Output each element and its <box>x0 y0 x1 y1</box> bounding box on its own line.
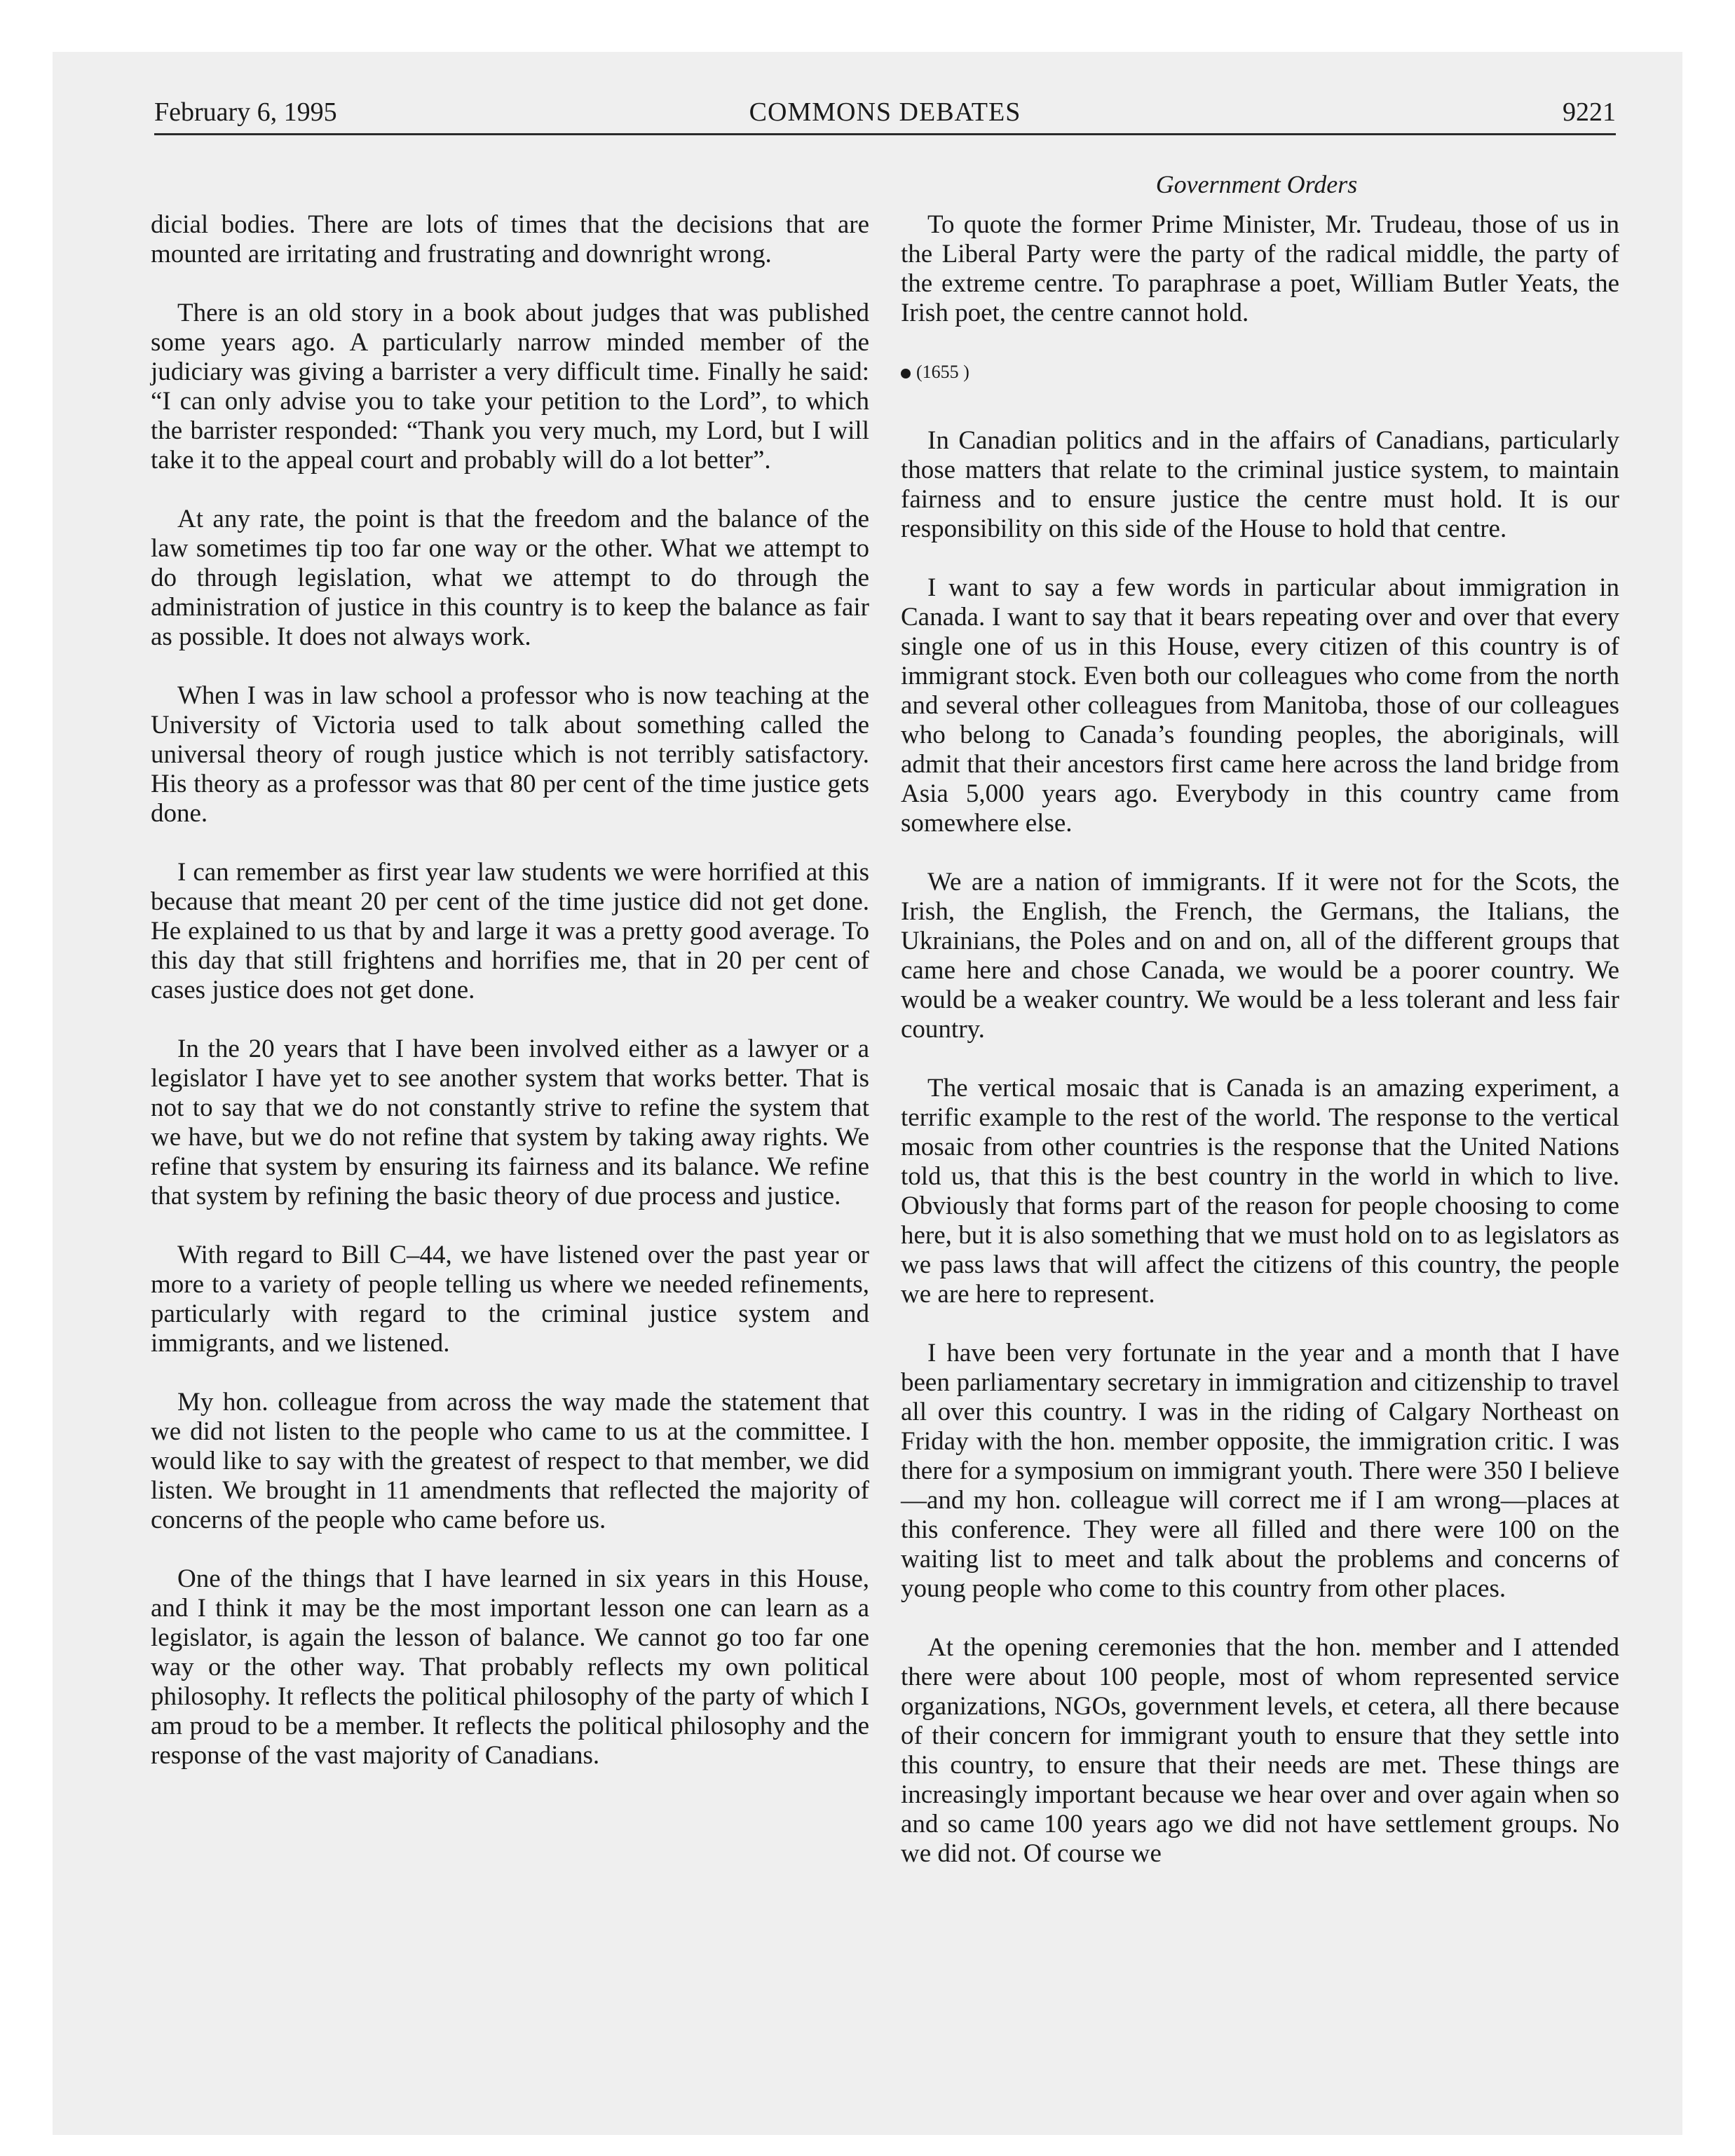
page-header <box>154 91 1616 135</box>
paragraph: I have been very fortunate in the year and a month that I have been parliamentary secretary in immigration and citizenship to travel all over this country. I was in the riding of Calgary Northeast on Friday with the hon. member opposite, the immigration critic. I was there for a symposium on immigrant youth. There were 350 I believe—and my hon. colleague will correct me if I am wrong—places at this conference. They were all filled and there were 100 on the waiting list to meet and talk about the problems and concerns of young people who come to this country from other places. <box>901 1339 1619 1603</box>
paragraph: The vertical mosaic that is Canada is an amazing experiment, a terrific example to the rest of the world. The response to the vertical mosaic from other countries is the response that the United Nations told us, that this is the best country in the world in which to live. Obviously that forms part of the reason for people choosing to come here, but it is also something that we must hold on to as legislators as we pass laws that will affect the citizens of this country, the people we are here to represent. <box>901 1074 1619 1309</box>
paragraph: There is an old story in a book about judges that was published some years ago. A particularly narrow minded member of the judiciary was giving a barrister a very difficult time. Finally he said: “I can only advise you to take your petition to the Lord”, to which the barrister responded: “Thank you very much, my Lord, but I will take it to the appeal court and probably will do a lot better”. <box>151 299 869 475</box>
bullet-icon <box>901 369 911 378</box>
paragraph: To quote the former Prime Minister, Mr. Trudeau, those of us in the Liberal Party were the party of the radical middle, the party of the extreme centre. To paraphrase a poet, William Butler Yeats, the Irish poet, the centre cannot hold. <box>901 210 1619 327</box>
paragraph: dicial bodies. There are lots of times that the decisions that are mounted are irritating and frustrating and downright wrong. <box>151 210 869 268</box>
paragraph: In the 20 years that I have been involved either as a lawyer or a legislator I have yet to see another system that works better. That is not to say that we do not constantly strive to refine the system that we have, but we do not refine that system by taking away rights. We refine that system by ensuring its fairness and its balance. We refine that system by refining the basic theory of due process and justice. <box>151 1035 869 1210</box>
right-column <box>901 210 1619 1898</box>
header-page-number: 9221 <box>1563 97 1616 127</box>
paragraph: With regard to Bill C–44, we have listened over the past year or more to a variety of people telling us where we needed refinements, particularly with regard to the criminal justice system and immigrants, and we listened. <box>151 1241 869 1358</box>
section-label: Government Orders <box>1155 170 1358 198</box>
paragraph: My hon. colleague from across the way made the statement that we did not listen to the people who came to us at the committee. I would like to say with the greatest of respect to that member, we did listen. We brought in 11 amendments that reflected the majority of concerns of the people who came before us. <box>151 1388 869 1534</box>
paragraph: When I was in law school a professor who is now teaching at the University of Victoria used to talk about something called the universal theory of rough justice which is not terribly satisfactory. His theory as a professor was that 80 per cent of the time justice gets done. <box>151 681 869 828</box>
paragraph: We are a nation of immigrants. If it were not for the Scots, the Irish, the English, the French, the Germans, the Italians, the Ukrainians, the Poles and on and on, all of the different groups that came here and chose Canada, we would be a poorer country. We would be a weaker country. We would be a less tolerant and less fair country. <box>901 868 1619 1044</box>
header-title: COMMONS DEBATES <box>749 97 1021 127</box>
header-date: February 6, 1995 <box>154 97 337 127</box>
left-column <box>151 210 869 1800</box>
paragraph: I can remember as first year law students we were horrified at this because that meant 20 per cent of the time justice did not get done. He explained to us that by and large it was a pretty good average. To this day that still frightens and horrifies me, that in 20 per cent of cases justice does not get done. <box>151 858 869 1004</box>
time-marker-text: (1655 ) <box>916 362 969 382</box>
paragraph: In Canadian politics and in the affairs of Canadians, particularly those matters that relate to the criminal justice system, to maintain fairness and to ensure justice the centre must hold. It is our responsibility on this side of the House to hold that centre. <box>901 426 1619 543</box>
time-marker <box>901 357 1619 387</box>
paragraph: One of the things that I have learned in six years in this House, and I think it may be the most important lesson one can learn as a legislator, is again the lesson of balance. We cannot go too far one way or the other way. That probably reflects my own political philosophy. It reflects the political philosophy of the party of which I am proud to be a member. It reflects the political philosophy and the response of the vast majority of Canadians. <box>151 1564 869 1770</box>
paragraph: I want to say a few words in particular about immigration in Canada. I want to say that it bears repeating over and over that every single one of us in this House, every citizen of this country is of immigrant stock. Even both our colleagues who come from the north and several other colleagues from Manitoba, those of our colleagues who belong to Canada’s founding peoples, the aboriginals, will admit that their ancestors first came here across the land bridge from Asia 5,000 years ago. Everybody in this country came from somewhere else. <box>901 573 1619 838</box>
paragraph: At the opening ceremonies that the hon. member and I attended there were about 100 people, most of whom represented service organizations, NGOs, government levels, et cetera, all there because of their concern for immigrant youth to ensure that they settle into this country, to ensure that their needs are met. These things are increasingly important because we hear over and over again when so and so came 100 years ago we did not have settlement groups. No we did not. Of course we <box>901 1633 1619 1868</box>
paragraph: At any rate, the point is that the freedom and the balance of the law sometimes tip too far one way or the other. What we attempt to do through legislation, what we attempt to do through the administration of justice in this country is to keep the balance as fair as possible. It does not always work. <box>151 505 869 651</box>
